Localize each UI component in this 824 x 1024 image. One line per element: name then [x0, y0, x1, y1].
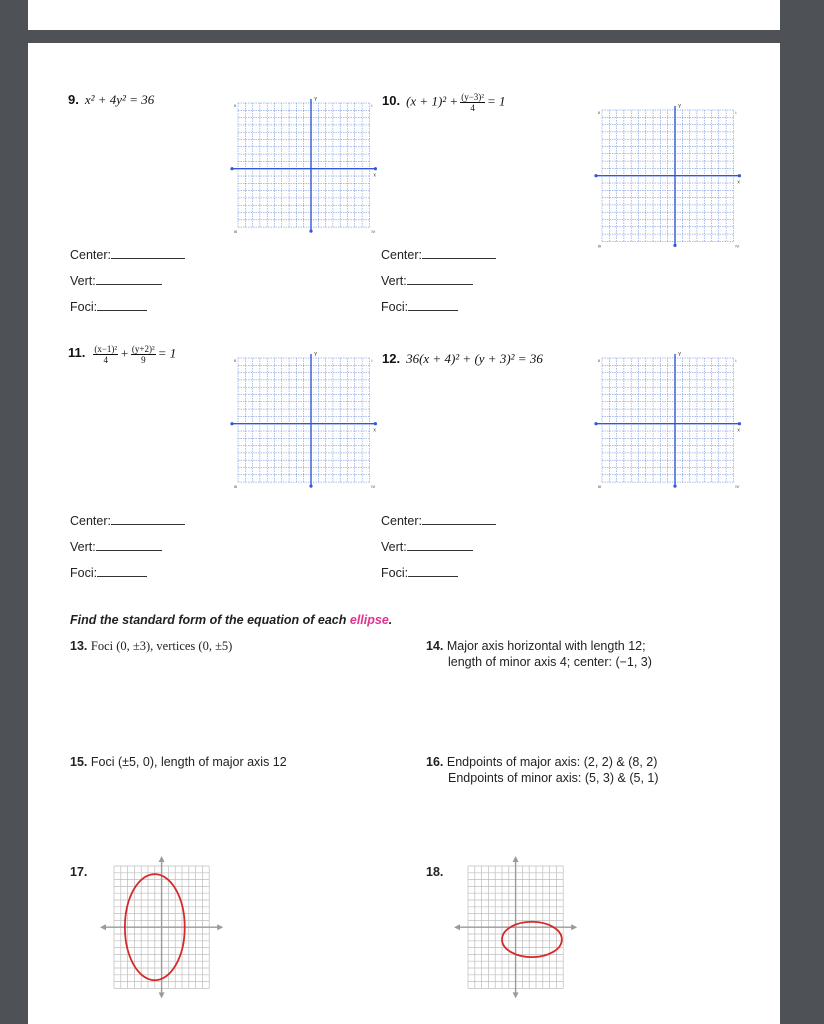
quadrant-label: IV [735, 484, 740, 490]
quadrant-label: III [598, 484, 602, 490]
axis-dot [738, 174, 741, 177]
axis-dot [594, 174, 597, 177]
axis-arrow [513, 992, 519, 998]
problem-11-vert: Vert: [70, 540, 162, 554]
y-axis-label: Y [678, 104, 682, 110]
problem-11-foci: Foci: [70, 566, 147, 580]
axis-dot [594, 422, 597, 425]
axis-dot [374, 422, 377, 425]
axis-arrow [513, 856, 519, 862]
quadrant-label: I [371, 103, 373, 108]
foci-blank[interactable] [97, 566, 147, 577]
axis-dot [673, 244, 676, 247]
center-blank[interactable] [422, 514, 496, 525]
quadrant-label: II [234, 358, 237, 363]
problem-11-center: Center: [70, 514, 185, 528]
problem-10-center: Center: [381, 248, 496, 262]
axis-arrow [159, 856, 165, 862]
center-blank[interactable] [111, 248, 185, 259]
quadrant-label: I [735, 110, 737, 115]
axis-dot [673, 485, 676, 488]
problem-13: 13. Foci (0, ±3), vertices (0, ±5) [70, 639, 233, 653]
vert-blank[interactable] [407, 540, 473, 551]
problem-10-grid [572, 100, 740, 250]
quadrant-label: I [735, 358, 737, 363]
quadrant-label: II [234, 103, 237, 108]
foci-blank[interactable] [97, 300, 147, 311]
center-blank[interactable] [111, 514, 185, 525]
axis-dot [738, 422, 741, 425]
x-axis-label: x [737, 427, 740, 434]
axis-dot [309, 230, 312, 233]
problem-18-graph [446, 856, 586, 1002]
quadrant-label: I [371, 358, 373, 363]
foci-blank[interactable] [408, 566, 458, 577]
problem-10-vert: Vert: [381, 274, 473, 288]
worksheet-page [28, 43, 780, 1024]
problem-9-foci: Foci: [70, 300, 147, 314]
quadrant-label: II [598, 358, 601, 363]
problem-12-center: Center: [381, 514, 496, 528]
y-axis-label: Y [314, 97, 318, 103]
quadrant-label: IV [735, 243, 740, 249]
quadrant-label: IV [371, 229, 376, 235]
vert-blank[interactable] [96, 540, 162, 551]
problem-17: 17. [70, 865, 88, 879]
problem-15: 15. Foci (±5, 0), length of major axis 12 [70, 755, 287, 769]
previous-page [28, 0, 780, 30]
problem-14: 14. Major axis horizontal with length 12; length of minor axis 4; center: (−1, 3) [426, 639, 652, 669]
axis-arrow [454, 924, 460, 930]
foci-blank[interactable] [408, 300, 458, 311]
problem-12-grid [572, 348, 740, 490]
problem-9-vert: Vert: [70, 274, 162, 288]
problem-9-equation: 9. x² + 4y² = 36 [68, 92, 155, 107]
quadrant-label: III [234, 229, 238, 235]
problem-10-equation: 10. (x + 1)² + $\frac{\text{(y−3)²}}{4}$ = 1 [382, 92, 506, 113]
vert-blank[interactable] [407, 274, 473, 285]
axis-arrow [571, 924, 577, 930]
problem-16: 16. Endpoints of major axis: (2, 2) & (8, 2) Endpoints of minor axis: (5, 3) & (5, 1) [426, 755, 659, 785]
x-axis-label: x [737, 179, 740, 186]
problem-9-grid [208, 93, 376, 235]
y-axis-label: Y [314, 352, 318, 358]
axis-arrow [100, 924, 106, 930]
x-axis-label: x [373, 427, 376, 434]
vert-blank[interactable] [96, 274, 162, 285]
problem-18: 18. [426, 865, 444, 879]
y-axis-label: Y [678, 352, 682, 358]
section-heading: Find the standard form of the equation of each ellipse. [70, 613, 393, 627]
problem-10-foci: Foci: [381, 300, 458, 314]
center-blank[interactable] [422, 248, 496, 259]
problem-12-foci: Foci: [381, 566, 458, 580]
problem-17-graph [92, 856, 232, 1002]
axis-dot [309, 485, 312, 488]
problem-9-center: Center: [70, 248, 185, 262]
problem-11-equation: 11. $\frac{\text{(x−1)²}}{4}$ + $\frac{\text{(y+2)²}}{9}$ = 1 [68, 344, 177, 365]
axis-arrow [217, 924, 223, 930]
axis-dot [230, 422, 233, 425]
problem-12-equation: 12. 36(x + 4)² + (y + 3)² = 36 [382, 351, 543, 366]
quadrant-label: III [598, 243, 602, 249]
quadrant-label: III [234, 484, 238, 490]
ellipse-highlight: ellipse [349, 613, 389, 627]
problem-12-vert: Vert: [381, 540, 473, 554]
problem-11-grid [208, 348, 376, 490]
axis-dot [374, 167, 377, 170]
quadrant-label: IV [371, 484, 376, 490]
axis-arrow [159, 992, 165, 998]
axis-dot [230, 167, 233, 170]
quadrant-label: II [598, 110, 601, 115]
x-axis-label: x [373, 172, 376, 179]
